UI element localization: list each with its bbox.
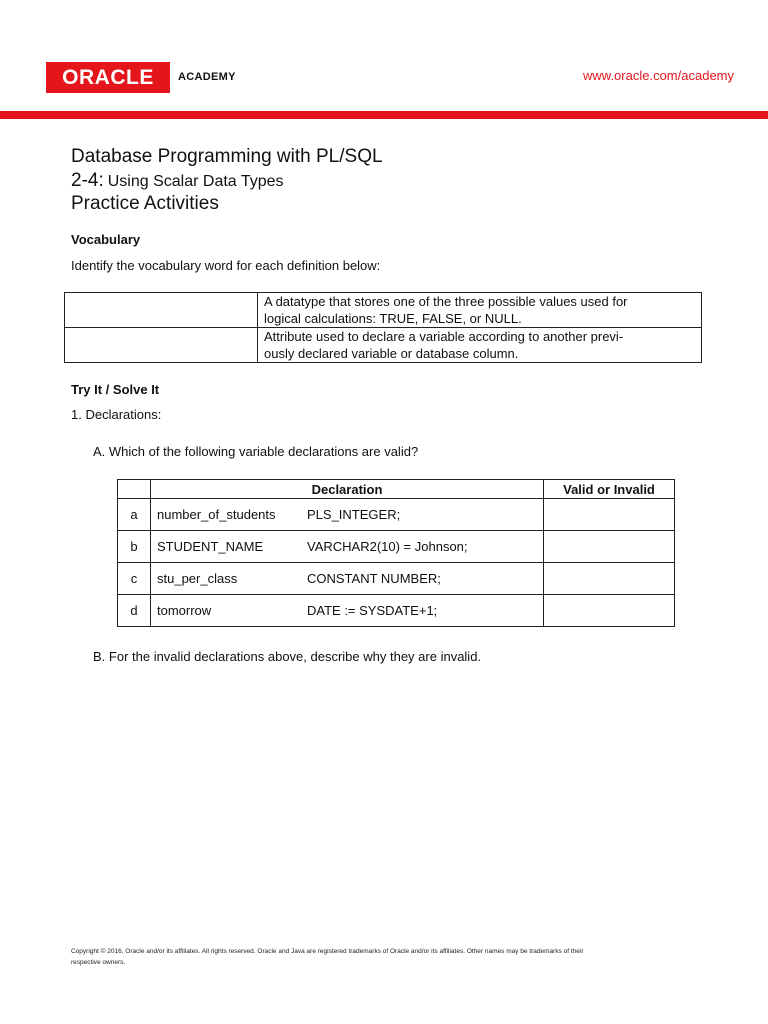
valid-answer-cell[interactable]: [544, 563, 675, 595]
header-divider: [0, 111, 768, 119]
definition-line: A datatype that stores one of the three possible values used for: [264, 294, 628, 309]
question-b: B. For the invalid declarations above, describe why they are invalid.: [93, 649, 482, 664]
vocabulary-answer-cell[interactable]: [65, 328, 258, 363]
oracle-logo: [46, 62, 170, 93]
header-blank: [118, 480, 151, 499]
vocabulary-definition: [258, 328, 702, 363]
vocabulary-instruction: Identify the vocabulary word for each definition below:: [71, 258, 381, 273]
variable-type: DATE := SYSDATE+1;: [307, 603, 438, 618]
valid-answer-cell[interactable]: [544, 595, 675, 627]
variable-type: PLS_INTEGER;: [307, 507, 401, 522]
row-letter: c: [118, 563, 151, 595]
course-title: Database Programming with PL/SQL: [71, 146, 383, 167]
vocabulary-answer-cell[interactable]: [65, 293, 258, 328]
row-letter: d: [118, 595, 151, 627]
table-row: [65, 328, 702, 363]
row-letter: a: [118, 499, 151, 531]
variable-name: stu_per_class: [157, 571, 238, 586]
header-valid-or-invalid: Valid or Invalid: [544, 480, 675, 499]
copyright-notice: [71, 946, 691, 968]
header-declaration: Declaration: [151, 480, 544, 499]
table-row: [118, 563, 675, 595]
vocabulary-heading: Vocabulary: [71, 232, 141, 247]
lesson-number: 2-4:: [71, 170, 104, 191]
copyright-line: respective owners.: [71, 959, 126, 966]
try-it-heading: Try It / Solve It: [71, 382, 160, 397]
table-row: [118, 531, 675, 563]
activity-title: Practice Activities: [71, 193, 219, 214]
table-row: [118, 595, 675, 627]
item-declarations: 1. Declarations:: [71, 407, 162, 422]
lesson-title: Using Scalar Data Types: [107, 173, 284, 190]
declaration-cell: [151, 531, 544, 563]
valid-answer-cell[interactable]: [544, 531, 675, 563]
row-letter: b: [118, 531, 151, 563]
definition-line: logical calculations: TRUE, FALSE, or NULL.: [264, 311, 522, 326]
declaration-cell: [151, 499, 544, 531]
variable-name: STUDENT_NAME: [157, 539, 264, 554]
definition-line: Attribute used to declare a variable according to another previ-: [264, 329, 624, 344]
declaration-cell: [151, 563, 544, 595]
vocabulary-table: [64, 292, 702, 363]
vocabulary-definition: [258, 293, 702, 328]
definition-line: ously declared variable or database column.: [264, 346, 519, 361]
variable-type: CONSTANT NUMBER;: [307, 571, 441, 586]
variable-name: tomorrow: [157, 603, 212, 618]
variable-name: number_of_students: [157, 507, 276, 522]
oracle-academy-link[interactable]: www.oracle.com/academy: [583, 68, 734, 83]
academy-label: ACADEMY: [178, 71, 236, 83]
copyright-line: Copyright © 2016, Oracle and/or its affiliates. All rights reserved. Oracle and Java are registered trademarks of Oracle and/or its affiliates. Other names may be trademarks of their: [71, 948, 584, 955]
declarations-table: [117, 479, 675, 627]
question-a: A. Which of the following variable declarations are valid?: [93, 444, 419, 459]
lesson-heading: [71, 170, 284, 192]
valid-answer-cell[interactable]: [544, 499, 675, 531]
declaration-cell: [151, 595, 544, 627]
table-row: [65, 293, 702, 328]
oracle-logo-text: ORACLE: [62, 66, 154, 89]
variable-type: VARCHAR2(10) = Johnson;: [307, 539, 468, 554]
table-header-row: [118, 480, 675, 499]
table-row: [118, 499, 675, 531]
